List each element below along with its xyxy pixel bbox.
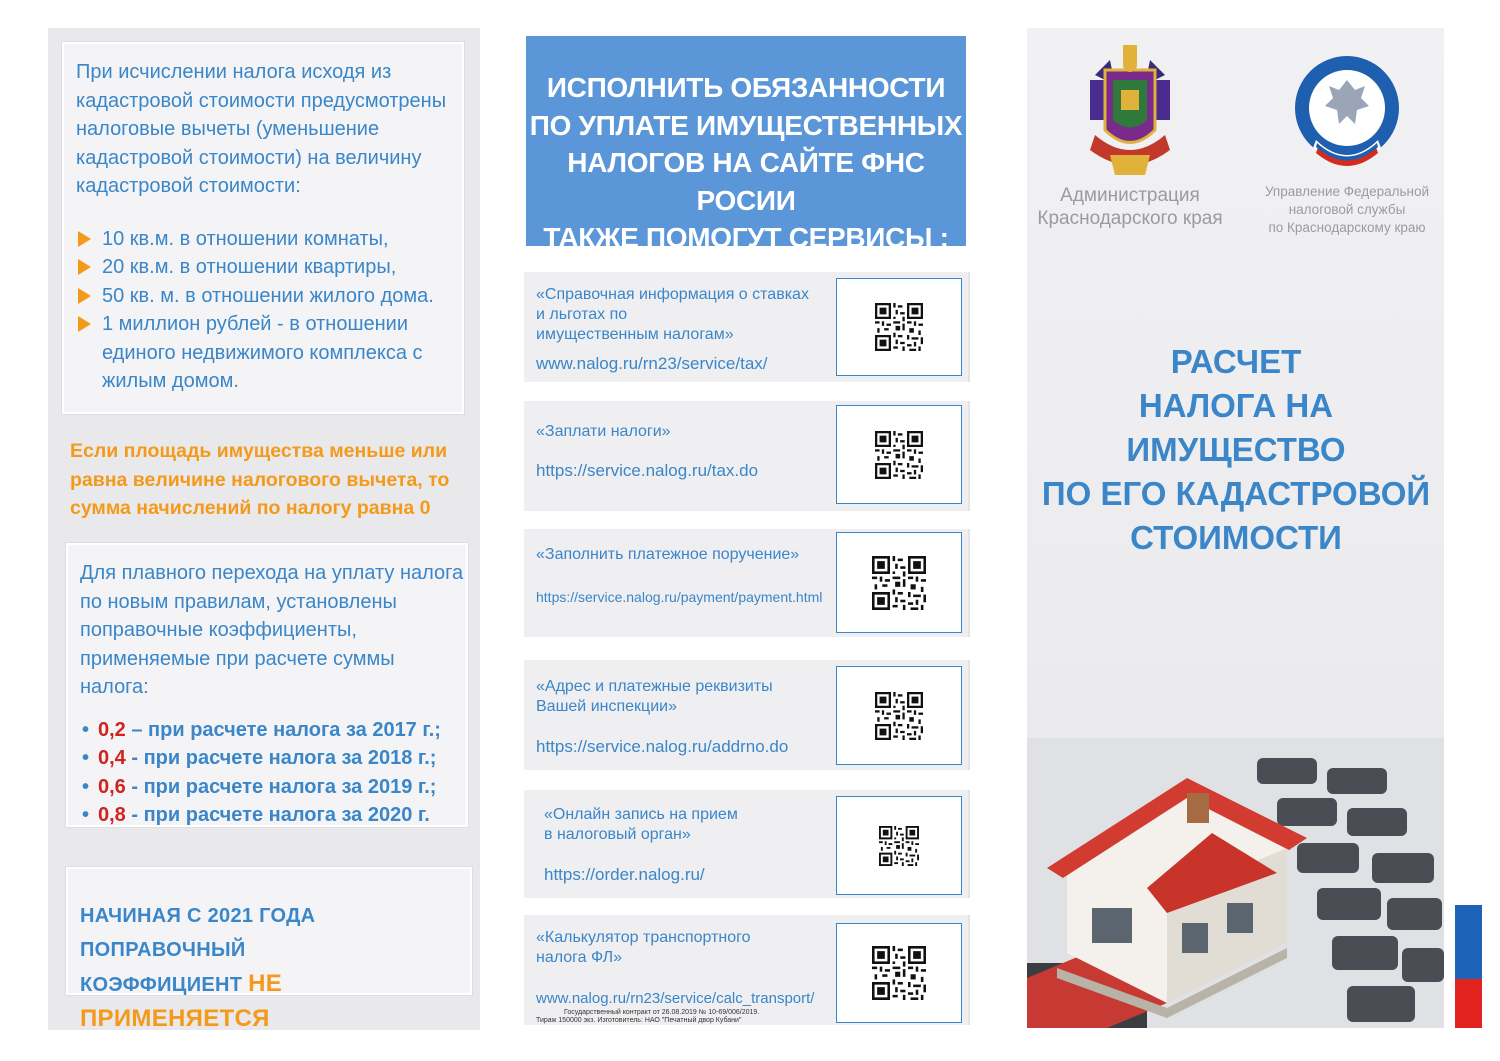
house-on-calculator-image (1027, 738, 1444, 1028)
intro-line: кадастровой стоимости) на величину (76, 146, 422, 169)
arrow-icon (78, 316, 91, 332)
qr-frame (836, 796, 962, 895)
service-title: «Адрес и платежные реквизиты Вашей инспекции» (536, 678, 773, 715)
qr-code-icon (872, 556, 926, 610)
service-card[interactable] (524, 915, 970, 1025)
qr-frame (836, 923, 962, 1023)
service-url[interactable]: https://order.nalog.ru/ (544, 865, 705, 884)
service-title: «Онлайн запись на прием в налоговый орган» (544, 806, 738, 843)
zero-tax-note: Если площадь имущества меньше или равна величине налогового вычета, то сумма начислений по налогу равна 0 (70, 440, 450, 519)
coefficient-list (80, 716, 465, 830)
service-card[interactable] (524, 401, 970, 511)
flag-red-stripe (1455, 979, 1482, 1028)
qr-code-icon (875, 692, 923, 740)
service-url[interactable]: https://service.nalog.ru/addrno.do (536, 737, 789, 756)
list-item: • 0,4 - при расчете налога за 2018 г.; (82, 747, 437, 769)
qr-code-icon (872, 946, 926, 1000)
list-item: 10 кв.м. в отношении комнаты, (76, 225, 461, 254)
transition-line: поправочные коэффициенты, (80, 619, 357, 641)
deductions-box (62, 42, 464, 414)
intro-line: При исчислении налога исходя из (76, 61, 392, 83)
service-url[interactable]: www.nalog.ru/rn23/service/tax/ (536, 354, 768, 373)
transition-line: применяемые при расчете суммы налога: (80, 647, 395, 698)
service-card[interactable] (524, 272, 970, 382)
list-item: • 0,8 - при расчете налога за 2020 г. (82, 804, 430, 826)
services-header: ИСПОЛНИТЬ ОБЯЗАННОСТИ ПО УПЛАТЕ ИМУЩЕСТВЕННЫХ НАЛОГОВ НА САЙТЕ ФНС РОСИИ ТАКЖЕ ПОМОГУТ СЕРВИСЫ : (526, 36, 966, 246)
coefficient-cancelled-note: НАЧИНАЯ С 2021 ГОДА ПОПРАВОЧНЫЙ КОЭФФИЦИЕНТ НЕ ПРИМЕНЯЕТСЯ (66, 867, 472, 995)
leaflet-title: РАСЧЕТ НАЛОГА НА ИМУЩЕСТВО ПО ЕГО КАДАСТРОВОЙ СТОИМОСТИ (1041, 343, 1431, 556)
arrow-icon (78, 259, 91, 275)
list-item: 1 миллион рублей - в отношении единого недвижимого комплекса с жилым домом. (76, 310, 461, 396)
service-card[interactable] (524, 529, 970, 637)
qr-code-icon (879, 826, 919, 866)
qr-code-icon (875, 303, 923, 351)
admin-caption: Администрация Краснодарского края (1037, 185, 1223, 229)
coefficients-box (66, 543, 468, 827)
qr-frame (836, 532, 962, 633)
service-title: «Калькулятор транспортного налога ФЛ» (536, 929, 751, 966)
intro-line: кадастровой стоимости предусмотрены (76, 89, 447, 112)
list-item: 20 кв.м. в отношении квартиры, (76, 253, 461, 282)
qr-frame (836, 405, 962, 504)
service-card[interactable] (524, 790, 970, 898)
qr-code-icon (875, 431, 923, 479)
transition-line: Для плавного перехода на уплату налога (80, 562, 464, 584)
service-title: «Справочная информация о ставках и льготах по имущественным налогам» (536, 286, 809, 343)
fns-emblem-icon (1294, 55, 1400, 171)
arrow-icon (78, 288, 91, 304)
service-url[interactable]: www.nalog.ru/rn23/service/calc_transport/ (536, 990, 815, 1007)
arrow-icon (78, 231, 91, 247)
imprint: Государственный контракт от 26.08.2019 № 10-69/006/2019. Тираж 150000 экз. Изготовитель: НАО "Печатный двор Кубани" (536, 1009, 760, 1024)
intro-line: кадастровой стоимости: (76, 175, 301, 197)
flag-white-stripe (1455, 885, 1482, 905)
service-card[interactable] (524, 660, 970, 770)
qr-frame (836, 666, 962, 765)
qr-frame (836, 278, 962, 376)
list-item: • 0,2 – при расчете налога за 2017 г.; (82, 718, 441, 741)
deduction-list (76, 225, 461, 396)
service-title: «Заполнить платежное поручение» (536, 546, 800, 563)
service-url[interactable]: https://service.nalog.ru/tax.do (536, 461, 759, 480)
service-title: «Заплати налоги» (536, 423, 671, 440)
intro-line: налоговые вычеты (уменьшение (76, 118, 380, 140)
krasnodar-coat-of-arms-icon (1075, 45, 1185, 180)
list-item: 50 кв. м. в отношении жилого дома. (76, 282, 461, 311)
transition-line: по новым правилам, установлены (80, 590, 397, 613)
list-item: • 0,6 - при расчете налога за 2019 г.; (82, 775, 437, 798)
fns-caption: Управление Федеральной налоговой службы по Краснодарскому краю (1264, 184, 1430, 235)
service-url[interactable]: https://service.nalog.ru/payment/payment.html (536, 589, 823, 605)
